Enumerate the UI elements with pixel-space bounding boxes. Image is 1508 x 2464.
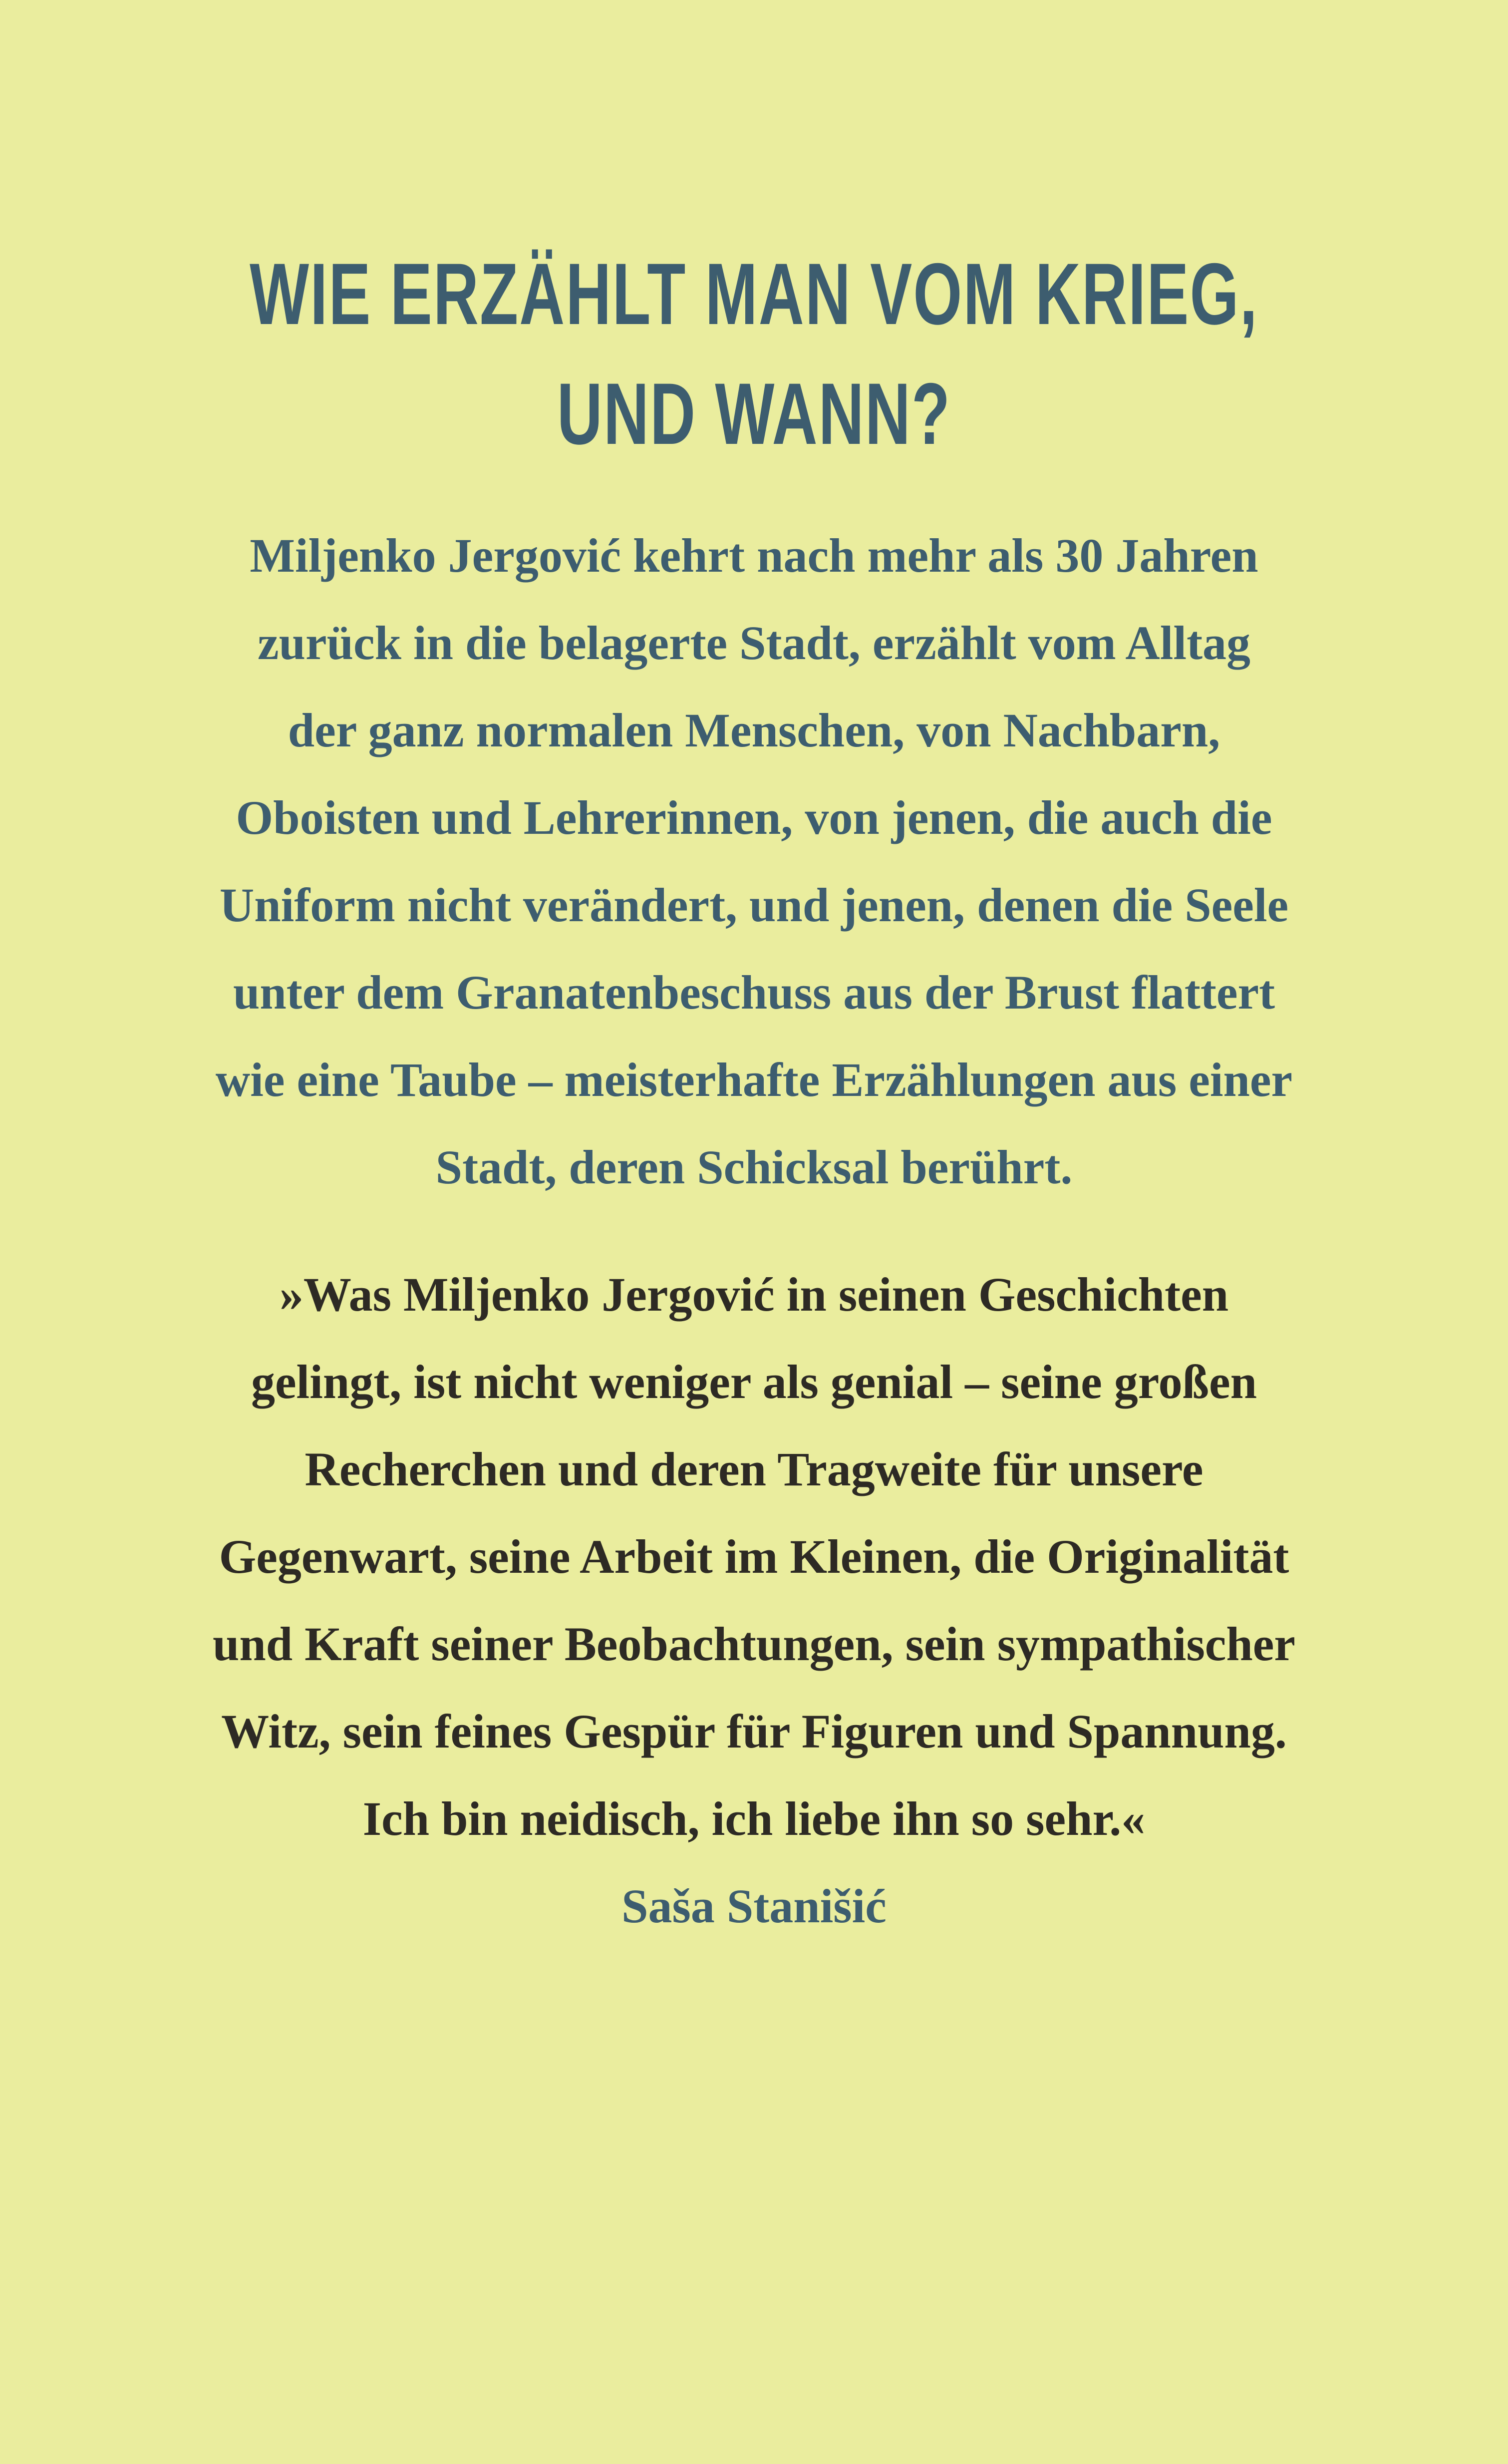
quote-line: »Was Miljenko Jergović in seinen Geschichten [279,1268,1229,1321]
quote-attribution: Saša Stanišić [621,1879,887,1933]
review-quote [0,1251,1508,1862]
blurb-line: der ganz normalen Menschen, von Nachbarn, [288,704,1220,757]
blurb-line: Oboisten und Lehrerinnen, von jenen, die auch die [236,791,1272,844]
blurb-line: Uniform nicht verändert, und jenen, denen die Seele [219,878,1289,932]
quote-line: Gegenwart, seine Arbeit im Kleinen, die Originalität [219,1530,1289,1583]
quote-line: Ich bin neidisch, ich liebe ihn so sehr.« [362,1792,1146,1845]
quote-line: Recherchen und deren Tragweite für unsere [304,1442,1204,1496]
blurb-line: Miljenko Jergović kehrt nach mehr als 30 Jahren [250,529,1258,582]
blurb-line: unter dem Granatenbeschuss aus der Brust flattert [233,966,1275,1019]
quote-line: Witz, sein feines Gespür für Figuren und Spannung. [221,1705,1287,1758]
blurb-line: zurück in die belagerte Stadt, erzählt vom Alltag [257,616,1251,670]
blurb-line: wie eine Taube – meisterhafte Erzählungen aus einer [215,1053,1293,1106]
blurb-line: Stadt, deren Schicksal berührt. [435,1140,1073,1194]
headline-line: UND WANN? [557,365,951,463]
headline-line: WIE ERZÄHLT MAN VOM KRIEG, [250,246,1258,343]
quote-line: gelingt, ist nicht weniger als genial – seine großen [251,1355,1257,1408]
blurb-paragraph [0,512,1508,1211]
quote-line: und Kraft seiner Beobachtungen, sein sympathischer [212,1617,1296,1671]
headline [211,235,1297,474]
